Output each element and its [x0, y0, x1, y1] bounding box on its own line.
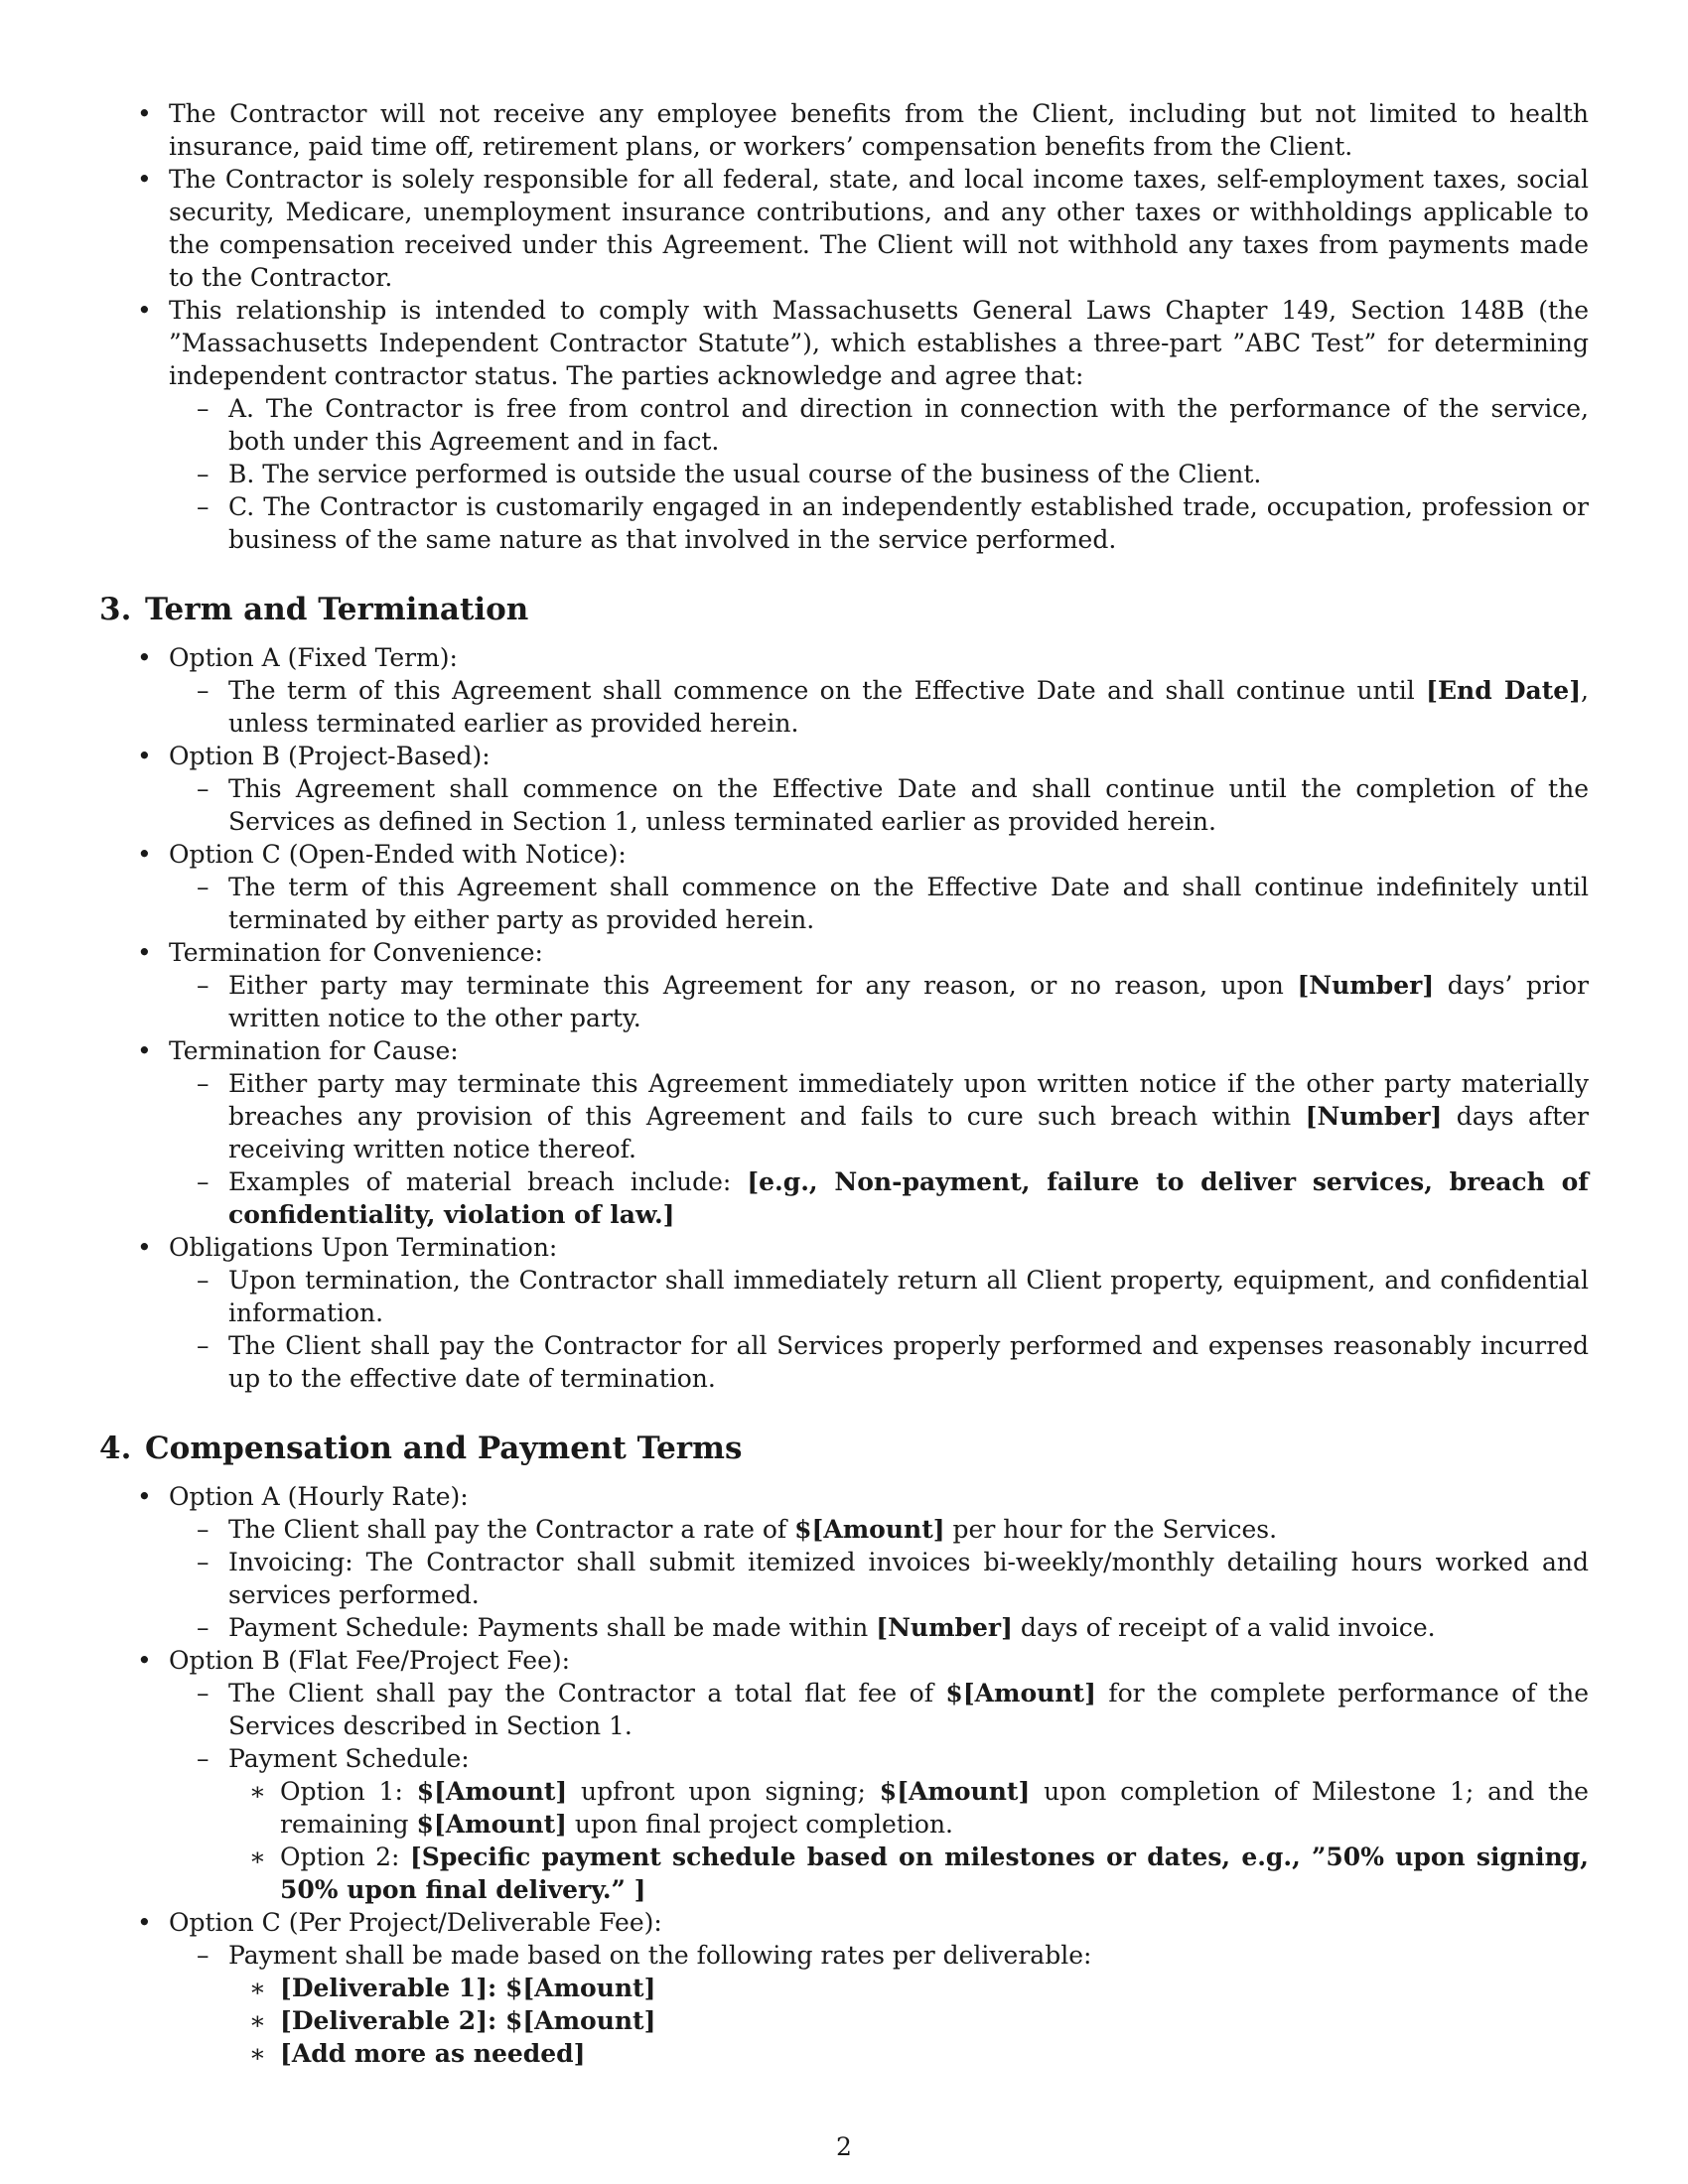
section-heading-term-termination: 3. Term and Termination — [99, 592, 529, 627]
sub-list-item: – Either party may terminate this Agreement for any reason, or no reason, upon [Number] days’ prior written notice to the other party. — [197, 971, 1589, 1032]
list-item: • This relationship is intended to comply with Massachusetts General Laws Chapter 149, Section 148B (the ”Massachusetts Independent Contractor Statute”), which establishes a three-part ”ABC Test” for determining independent contractor status. The parties acknowledge and agree that: — [137, 296, 1589, 390]
sub-sub-list-item: ∗ [Deliverable 1]: $[Amount] — [249, 1974, 656, 2002]
sub-list-item: – The term of this Agreement shall commence on the Effective Date and shall continue until [End Date], unless terminated earlier as provided herein. — [197, 676, 1589, 738]
sub-list-item: – Payment shall be made based on the following rates per deliverable: — [197, 1941, 1092, 1970]
list-item: • The Contractor will not receive any employee benefits from the Client, including but not limited to health insurance, paid time off, retirement plans, or workers’ compensation benefits from the Client. — [137, 99, 1589, 161]
sub-list-item: – The term of this Agreement shall commence on the Effective Date and shall continue indefinitely until terminated by either party as provided herein. — [197, 873, 1589, 934]
sub-list-item: – B. The service performed is outside the usual course of the business of the Client. — [197, 460, 1262, 488]
list-item: • Option C (Per Project/Deliverable Fee): — [137, 1908, 662, 1937]
sub-sub-list-item: ∗ Option 2: [Specific payment schedule based on milestones or dates, e.g., ”50% upon signing, 50% upon final delivery.” ] — [249, 1843, 1589, 1904]
list-item: • Obligations Upon Termination: — [137, 1233, 558, 1262]
list-item: • Termination for Cause: — [137, 1036, 459, 1065]
sub-list-item: – The Client shall pay the Contractor for all Services properly performed and expenses reasonably incurred up to the effective date of termination. — [197, 1331, 1589, 1393]
sub-list-item: – Payment Schedule: — [197, 1744, 470, 1773]
section-heading-compensation: 4. Compensation and Payment Terms — [99, 1431, 743, 1466]
sub-list-item: – Invoicing: The Contractor shall submit itemized invoices bi-weekly/monthly detailing hours worked and services performed. — [197, 1548, 1589, 1609]
sub-sub-list-item: ∗ [Add more as needed] — [249, 2039, 586, 2068]
list-item: • Option A (Hourly Rate): — [137, 1482, 469, 1511]
list-item: • Option A (Fixed Term): — [137, 643, 458, 672]
sub-list-item: – Examples of material breach include: [e.g., Non-payment, failure to deliver services, breach of confidentiality, violation of law.] — [197, 1167, 1589, 1229]
page-number: 2 — [836, 2132, 852, 2161]
sub-sub-list-item: ∗ [Deliverable 2]: $[Amount] — [249, 2006, 656, 2035]
sub-sub-list-item: ∗ Option 1: $[Amount] upfront upon signing; $[Amount] upon completion of Milestone 1; and the remaining $[Amount] upon final project completion. — [249, 1777, 1589, 1839]
list-item: • Option C (Open-Ended with Notice): — [137, 840, 627, 869]
list-item: • Termination for Convenience: — [137, 938, 543, 967]
sub-list-item: – C. The Contractor is customarily engaged in an independently established trade, occupation, profession or business of the same nature as that involved in the service performed. — [197, 492, 1589, 554]
sub-list-item: – The Client shall pay the Contractor a total flat fee of $[Amount] for the complete performance of the Services described in Section 1. — [197, 1679, 1589, 1740]
document-page — [99, 97, 1589, 2070]
sub-list-item: – Upon termination, the Contractor shall immediately return all Client property, equipment, and confidential information. — [197, 1266, 1589, 1327]
list-item: • Option B (Flat Fee/Project Fee): — [137, 1646, 571, 1675]
list-item: • Option B (Project-Based): — [137, 742, 491, 770]
sub-list-item: – Either party may terminate this Agreement immediately upon written notice if the other party materially breaches any provision of this Agreement and fails to cure such breach within [Number] days after receiving written notice thereof. — [197, 1069, 1589, 1163]
list-item: • The Contractor is solely responsible for all federal, state, and local income taxes, self-employment taxes, social security, Medicare, unemployment insurance contributions, and any other taxes or withholdings applicable to the compensation received under this Agreement. The Client will not withhold any taxes from payments made to the Contractor. — [137, 165, 1589, 292]
sub-list-item: – Payment Schedule: Payments shall be made within [Number] days of receipt of a valid invoice. — [197, 1613, 1436, 1642]
sub-list-item: – The Client shall pay the Contractor a rate of $[Amount] per hour for the Services. — [197, 1515, 1278, 1544]
sub-list-item: – A. The Contractor is free from control and direction in connection with the performance of the service, both under this Agreement and in fact. — [197, 394, 1589, 456]
sub-list-item: – This Agreement shall commence on the Effective Date and shall continue until the completion of the Services as defined in Section 1, unless terminated earlier as provided herein. — [197, 774, 1589, 836]
